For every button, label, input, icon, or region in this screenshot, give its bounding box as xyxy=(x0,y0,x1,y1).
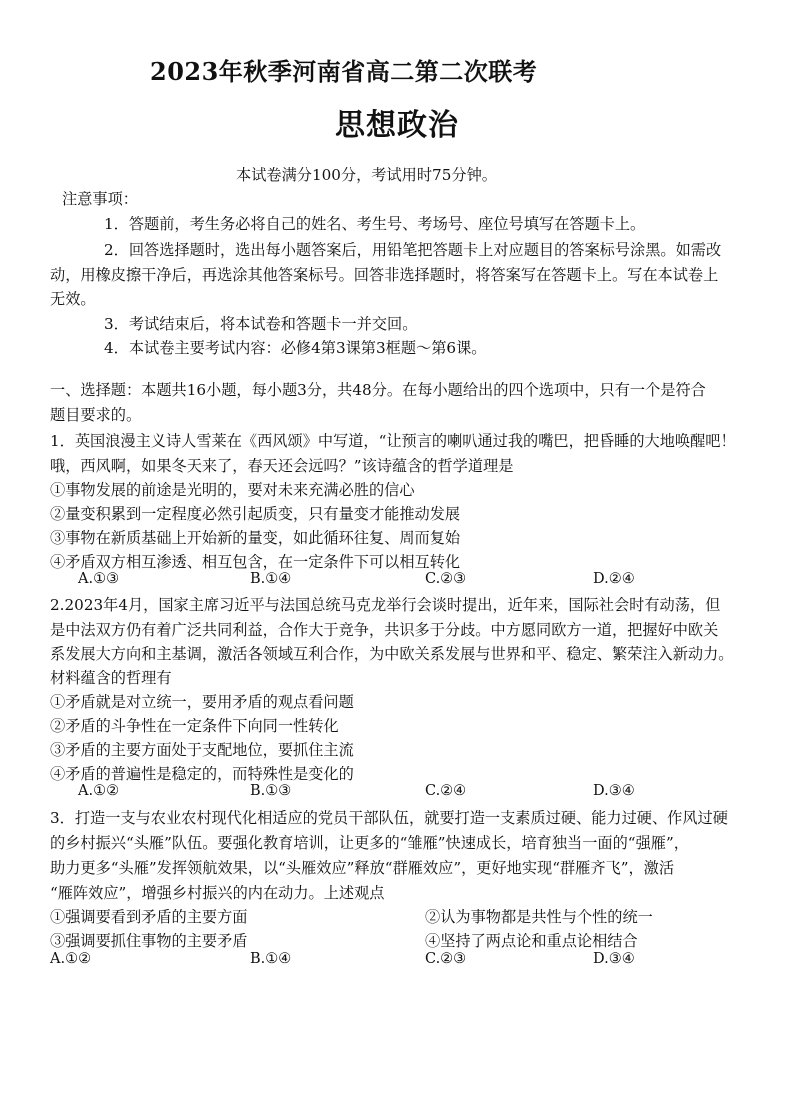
q2-option-b: B.①③ xyxy=(250,783,292,799)
q1-option-b: B.①④ xyxy=(250,571,292,587)
section-heading-line-2: 题目要求的。 xyxy=(50,406,142,424)
q1-statement-1: ①事物发展的前途是光明的，要对未来充满必胜的信心 xyxy=(50,481,415,499)
note-2-line-2: 动，用橡皮擦干净后，再选涂其他答案标号。回答非选择题时，将答案写在答题卡上。写在本试卷上 xyxy=(50,266,719,284)
q3-statement-2: ②认为事物都是共性与个性的统一 xyxy=(425,908,653,926)
notes-heading: 注意事项： xyxy=(62,190,138,208)
q1-stem-line-2: 哦，西风啊，如果冬天来了，春天还会远吗？”该诗蕴含的哲学道理是 xyxy=(50,457,514,475)
q1-option-a: A.①③ xyxy=(78,571,120,587)
q3-option-b: B.①④ xyxy=(250,951,292,967)
q1-option-d: D.②④ xyxy=(593,571,635,587)
q3-stem-line-2: 的乡村振兴“头雁”队伍。要强化教育培训，让更多的“雏雁”快速成长，培育独当一面的“强雁”， xyxy=(50,834,689,852)
q1-statement-3: ③事物在新质基础上开始新的量变，如此循环往复、周而复始 xyxy=(50,529,461,547)
note-4: 4．本试卷主要考试内容：必修4第3课第3框题～第6课。 xyxy=(104,339,487,357)
note-2-line-3: 无效。 xyxy=(50,290,96,308)
exam-info: 本试卷满分100分，考试用时75分钟。 xyxy=(236,166,497,184)
q2-statement-3: ③矛盾的主要方面处于支配地位，要抓住主流 xyxy=(50,741,354,759)
q1-option-c: C.②③ xyxy=(425,571,467,587)
q3-stem-line-1: 3．打造一支与农业农村现代化相适应的党员干部队伍，就要打造一支素质过硬、能力过硬、作风过硬 xyxy=(50,809,728,827)
q2-option-a: A.①② xyxy=(78,783,120,799)
note-2-line-1: 2．回答选择题时，选出每小题答案后，用铅笔把答题卡上对应题目的答案标号涂黑。如需改 xyxy=(104,241,722,259)
q3-option-a: A.①② xyxy=(50,951,92,967)
q3-statement-3: ③强调要抓住事物的主要矛盾 xyxy=(50,932,248,950)
q2-stem-line-1: 2.2023年4月，国家主席习近平与法国总统马克龙举行会谈时提出，近年来，国际社会时有动荡，但 xyxy=(50,596,721,614)
q2-statement-4: ④矛盾的普遍性是稳定的，而特殊性是变化的 xyxy=(50,765,354,783)
q1-stem-line-1: 1．英国浪漫主义诗人雪莱在《西风颂》中写道，“让预言的喇叭通过我的嘴巴，把昏睡的大地唤醒吧！ xyxy=(50,432,736,450)
q1-statement-4: ④矛盾双方相互渗透、相互包含，在一定条件下可以相互转化 xyxy=(50,553,461,571)
q3-option-d: D.③④ xyxy=(593,951,635,967)
q2-statement-2: ②矛盾的斗争性在一定条件下向同一性转化 xyxy=(50,717,339,735)
note-1: 1．答题前，考生务必将自己的姓名、考生号、考场号、座位号填写在答题卡上。 xyxy=(104,215,646,233)
subject-title: 思想政治 xyxy=(335,108,459,143)
q2-option-c: C.②④ xyxy=(425,783,467,799)
q2-stem-line-2: 是中法双方仍有着广泛共同利益，合作大于竞争，共识多于分歧。中方愿同欧方一道，把握好中欧关 xyxy=(50,621,719,639)
q1-statement-2: ②量变积累到一定程度必然引起质变，只有量变才能推动发展 xyxy=(50,505,461,523)
q3-stem-line-3: 助力更多“头雁”发挥领航效果，以“头雁效应”释放“群雁效应”，更好地实现“群雁齐飞”，激活 xyxy=(50,859,675,877)
q3-statement-4: ④坚持了两点论和重点论相结合 xyxy=(425,932,638,950)
q3-stem-line-4: “雁阵效应”，增强乡村振兴的内在动力。上述观点 xyxy=(50,884,385,902)
q2-stem-line-3: 系发展大方向和主基调，激活各领域互利合作，为中欧关系发展与世界和平、稳定、繁荣注入新动力。 xyxy=(50,645,734,663)
q3-option-c: C.②③ xyxy=(425,951,467,967)
exam-title: 2023年秋季河南省高二第二次联考 xyxy=(150,57,538,86)
q3-statement-1: ①强调要看到矛盾的主要方面 xyxy=(50,908,248,926)
q2-statement-1: ①矛盾就是对立统一，要用矛盾的观点看问题 xyxy=(50,693,354,711)
note-3: 3．考试结束后，将本试卷和答题卡一并交回。 xyxy=(104,315,418,333)
q2-option-d: D.③④ xyxy=(593,783,635,799)
section-heading-line-1: 一、选择题：本题共16小题，每小题3分，共48分。在每小题给出的四个选项中，只有一个是符合 xyxy=(50,381,706,399)
q2-stem-line-4: 材料蕴含的哲理有 xyxy=(50,669,172,687)
